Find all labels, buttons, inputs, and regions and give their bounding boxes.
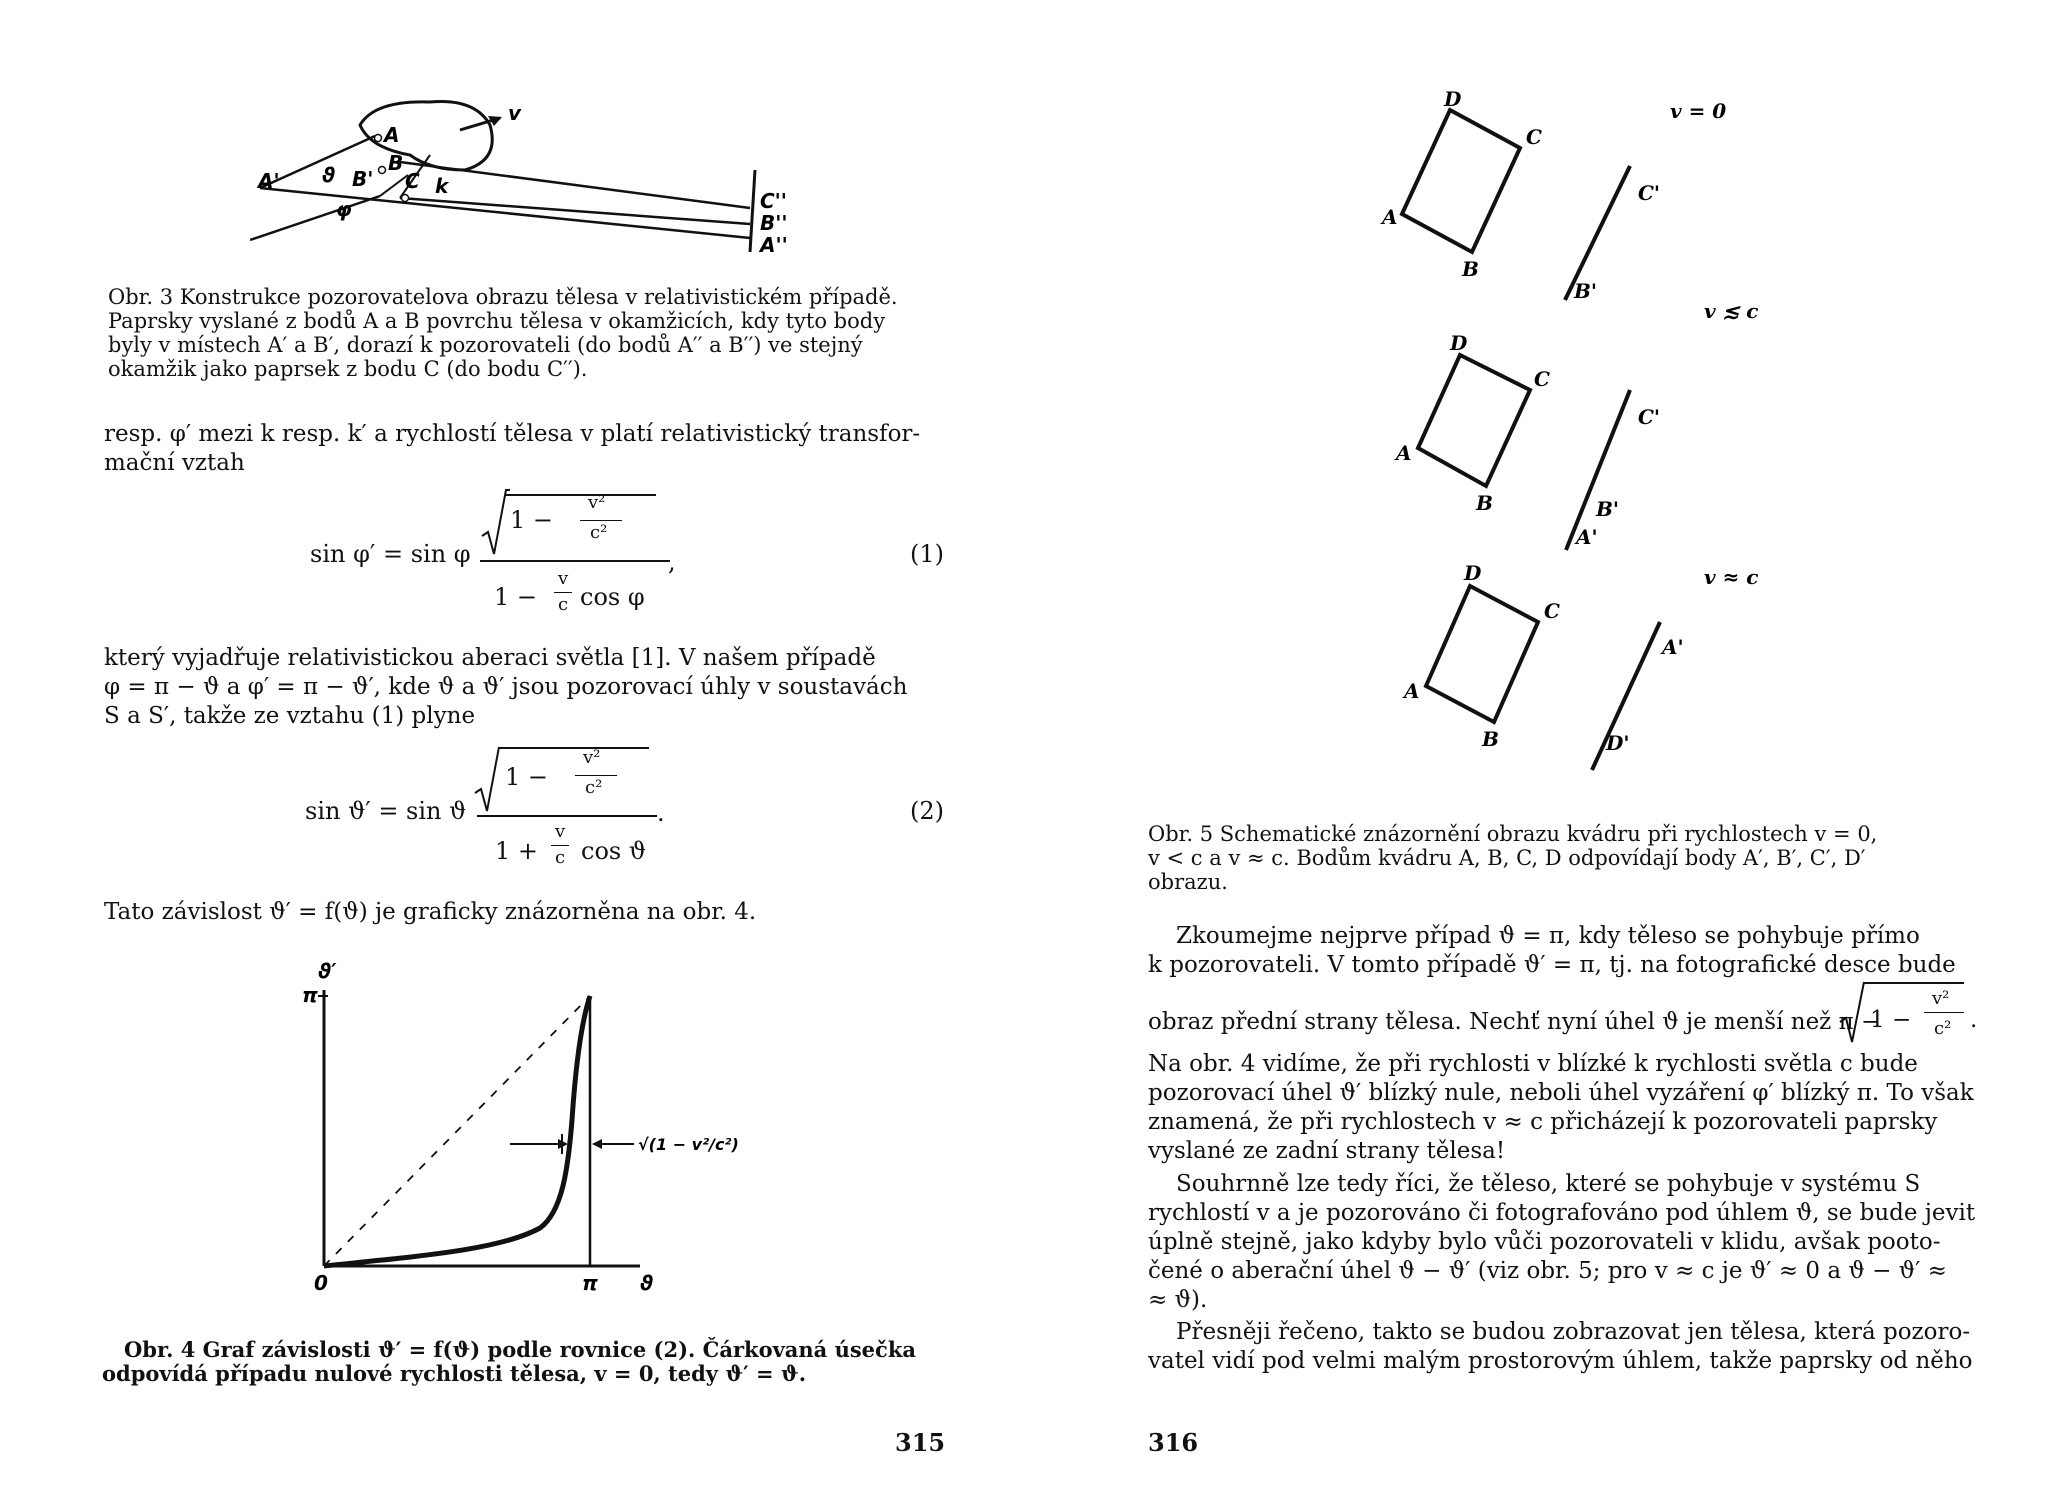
eq2-den-start: 1 +	[495, 837, 539, 865]
label-v: v	[508, 101, 522, 125]
eq1-den-top: v	[558, 568, 569, 589]
text-line: vatel vidí pod velmi malým prostorovým úhlem, takže paprsky od něho	[1148, 1348, 1973, 1374]
eq2-num-top: v²	[583, 747, 601, 768]
caption-line: v < c a v ≈ c. Bodům kvádru A, B, C, D odpovídají body A′, B′, C′, D′	[1148, 846, 1866, 870]
label-b-dprime: B''	[760, 211, 788, 235]
eq2-den-end: cos ϑ	[581, 837, 646, 865]
text-line: Souhrnně lze tedy říci, že těleso, které se pohybuje v systému S	[1176, 1171, 1921, 1197]
r1-c: C	[1526, 125, 1542, 149]
label-a: A	[384, 123, 400, 147]
r1-a: A	[1382, 205, 1398, 229]
cuboid-row1	[1402, 110, 1520, 252]
equation-1	[310, 488, 950, 628]
formula-root-text: 1 −	[1870, 1007, 1912, 1033]
r2-c: C	[1534, 367, 1550, 391]
ray-b	[250, 196, 380, 240]
right-formula-line	[1148, 980, 1980, 1046]
label-phi: φ	[336, 197, 352, 221]
r2-a-prime: A'	[1576, 525, 1598, 549]
r1-b: B	[1462, 257, 1479, 281]
label-c-dprime: C''	[760, 189, 787, 213]
dashed-diagonal	[324, 996, 590, 1266]
text-line: mační vztah	[104, 450, 245, 476]
label-a-prime: A'	[258, 169, 280, 193]
formula-line-text: obraz přední strany tělesa. Nechť nyní úhel ϑ je menší než π −	[1148, 1009, 1881, 1035]
r2-a: A	[1396, 441, 1412, 465]
label-theta: ϑ	[322, 163, 336, 187]
label-b-prime: B'	[352, 167, 374, 191]
text-line: S a S′, takže ze vztahu (1) plyne	[104, 703, 476, 729]
eq2-den-top: v	[555, 821, 566, 842]
r3-d: D	[1464, 561, 1482, 585]
text-line: Přesněji řečeno, takto se budou zobrazovat jen tělesa, která pozoro-	[1176, 1319, 1971, 1345]
equation-1-number: (1)	[910, 540, 944, 568]
eq1-den-bot: c	[558, 594, 569, 615]
formula-frac-bot: c²	[1934, 1018, 1952, 1039]
figure-3-caption	[108, 285, 943, 381]
caption-line: Obr. 4 Graf závislosti ϑ′ = f(ϑ) podle rovnice (2). Čárkovaná úsečka	[124, 1337, 916, 1362]
caption-line: obrazu.	[1148, 870, 1228, 894]
r3-d-prime: D'	[1606, 731, 1630, 755]
right-paragraph-3	[1148, 1318, 1980, 1376]
x-axis-label: ϑ	[640, 1271, 654, 1295]
cuboid-row2	[1418, 355, 1530, 486]
eq2-den-bot: c	[555, 847, 566, 868]
screen-line	[750, 170, 755, 252]
caption-line: Paprsky vyslané z bodů A a B povrchu tělesa v okamžicích, kdy tyto body	[108, 309, 886, 333]
eq2-punct: .	[657, 799, 665, 827]
caption-line: okamžik jako paprsek z bodu C (do bodu C′′).	[108, 357, 588, 381]
equation-2	[305, 745, 950, 885]
r2-c-prime: C'	[1638, 405, 1661, 429]
text-line: φ = π − ϑ a φ′ = π − ϑ′, kde ϑ a ϑ′ jsou pozorovací úhly v soustavách	[104, 674, 908, 700]
eq2-num-bot: c²	[585, 777, 603, 798]
r2-b: B	[1476, 491, 1493, 515]
text-line: který vyjadřuje relativistickou aberaci světla [1]. V našem případě	[104, 645, 876, 671]
r3-b: B	[1482, 727, 1499, 751]
left-paragraph-2	[104, 644, 944, 731]
eq2-root-text: 1 −	[505, 763, 549, 791]
figure-5	[1370, 90, 1770, 790]
caption-line: byly v místech A′ a B′, dorazí k pozorovateli (do bodů A′′ a B′′) ve stejný	[108, 333, 863, 357]
x-tick-label: π	[582, 1271, 598, 1295]
eq1-num-bot: c²	[590, 522, 608, 543]
label-k: k	[435, 174, 449, 198]
y-tick-label: π	[302, 983, 318, 1007]
r3-c: C	[1544, 599, 1560, 623]
r1-b-prime: B'	[1574, 279, 1598, 303]
r3-a-prime: A'	[1662, 635, 1684, 659]
label-v-equals-0: v = 0	[1670, 99, 1727, 123]
figure-3	[250, 90, 810, 260]
origin-label: 0	[314, 1271, 328, 1295]
r2-d: D	[1450, 331, 1468, 355]
figure-4-caption	[102, 1338, 940, 1386]
text-line: resp. φ′ mezi k resp. k′ a rychlostí tělesa v platí relativistický transfor-	[104, 421, 921, 447]
text-line: úplně stejně, jako kdyby bylo vůči pozorovateli v klidu, avšak pooto-	[1148, 1229, 1941, 1255]
text-line: pozorovací úhel ϑ′ blízký nule, neboli úhel vyzáření φ′ blízký π. To však	[1148, 1080, 1974, 1106]
right-paragraph-2	[1148, 1170, 1980, 1315]
equation-2-lhs: sin ϑ′ = sin ϑ	[305, 797, 467, 825]
formula-frac-top: v²	[1932, 988, 1950, 1009]
text-line: k pozorovateli. V tomto případě ϑ′ = π, tj. na fotografické desce bude	[1148, 952, 1956, 978]
eq1-root-text: 1 −	[510, 506, 554, 534]
text-line: Zkoumejme nejprve případ ϑ = π, kdy těleso se pohybuje přímo	[1176, 923, 1920, 949]
text-line: vyslané ze zadní strany tělesa!	[1148, 1138, 1506, 1164]
eq1-den-start: 1 −	[494, 583, 538, 611]
y-axis-label: ϑ′	[318, 959, 337, 983]
left-paragraph-1	[104, 420, 944, 478]
r2-b-prime: B'	[1596, 497, 1620, 521]
r1-c-prime: C'	[1638, 181, 1661, 205]
right-paragraph-1-rest	[1148, 1050, 1980, 1166]
right-paragraph-1	[1148, 922, 1980, 980]
eq1-num-top: v²	[588, 492, 606, 513]
text-line: ≈ ϑ).	[1148, 1287, 1208, 1313]
figure-5-caption	[1148, 822, 1980, 894]
eq1-punct: ,	[668, 548, 676, 576]
caption-line: Obr. 5 Schematické znázornění obrazu kvádru při rychlostech v = 0,	[1148, 822, 1878, 846]
formula-end: .	[1970, 1007, 1978, 1033]
r3-a: A	[1404, 679, 1420, 703]
sqrt-annotation: √(1 − v²/c²)	[638, 1135, 739, 1154]
text-line: čené o aberační úhel ϑ − ϑ′ (viz obr. 5; pro v ≈ c je ϑ′ ≈ 0 a ϑ − ϑ′ ≈	[1148, 1258, 1947, 1284]
text-line: rychlostí v a je pozorováno či fotografováno pod úhlem ϑ, se bude jevit	[1148, 1200, 1976, 1226]
caption-line: Obr. 3 Konstrukce pozorovatelova obrazu tělesa v relativistickém případě.	[108, 285, 898, 309]
label-a-dprime: A''	[760, 233, 788, 257]
caption-line: odpovídá případu nulové rychlosti tělesa, v = 0, tedy ϑ′ = ϑ.	[102, 1361, 807, 1386]
text-line: Na obr. 4 vidíme, že při rychlosti v blízké k rychlosti světla c bude	[1148, 1051, 1918, 1077]
label-v-approx-c: v ≈ c	[1704, 565, 1759, 589]
cuboid-row3	[1426, 586, 1538, 722]
page-number-right: 316	[1148, 1428, 1199, 1457]
figure-4	[300, 950, 740, 1300]
label-b: B	[388, 151, 404, 175]
label-c: C	[405, 169, 420, 193]
r1-d: D	[1444, 90, 1462, 111]
label-v-less-c: v ≲ c	[1704, 299, 1759, 323]
equation-2-number: (2)	[910, 797, 944, 825]
left-paragraph-3: Tato závislost ϑ′ = f(ϑ) je graficky znázorněna na obr. 4.	[104, 899, 757, 925]
eq1-den-end: cos φ	[580, 583, 645, 611]
equation-1-lhs: sin φ′ = sin φ	[310, 540, 471, 568]
page-number-left: 315	[895, 1428, 946, 1457]
text-line: znamená, že při rychlostech v ≈ c přicházejí k pozorovateli paprsky	[1148, 1109, 1938, 1135]
